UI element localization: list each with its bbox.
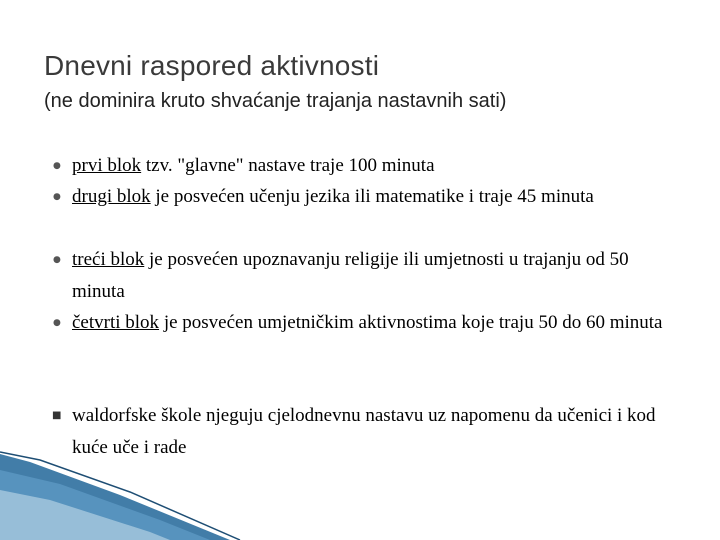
- item-key: četvrti blok: [72, 312, 160, 333]
- item-text: je posvećen upoznavanju religije ili umjetnosti u trajanju od 50 minuta: [72, 249, 629, 302]
- note-text: waldorfske škole njeguju cjelodnevnu nastavu uz napomenu da učenici i kod kuće uče i rade: [72, 405, 656, 458]
- item-text: tzv. "glavne" nastave traje 100 minuta: [141, 155, 435, 176]
- list-item: [53, 150, 682, 182]
- item-text: je posvećen učenju jezika ili matematike i traje 45 minuta: [150, 186, 594, 207]
- item-key: treći blok: [72, 249, 145, 270]
- bullet-dot-icon: ●: [53, 192, 61, 202]
- item-text: je posvećen umjetničkim aktivnostima koje traju 50 do 60 minuta: [159, 312, 663, 333]
- item-key: prvi blok: [72, 155, 142, 176]
- list-item: [53, 181, 682, 213]
- slide-title: Dnevni raspored aktivnosti: [44, 50, 380, 81]
- slide-subtitle: (ne dominira kruto shvaćanje trajanja nastavnih sati): [44, 90, 507, 112]
- bullet-dot-icon: ●: [53, 255, 61, 265]
- list-item: [53, 307, 682, 339]
- item-key: drugi blok: [72, 186, 151, 207]
- bullet-dot-icon: ●: [53, 161, 61, 171]
- square-bullet-icon: ■: [52, 410, 62, 421]
- list-item: [53, 244, 682, 308]
- corner-decoration: [0, 440, 720, 540]
- bullet-dot-icon: ●: [53, 318, 61, 328]
